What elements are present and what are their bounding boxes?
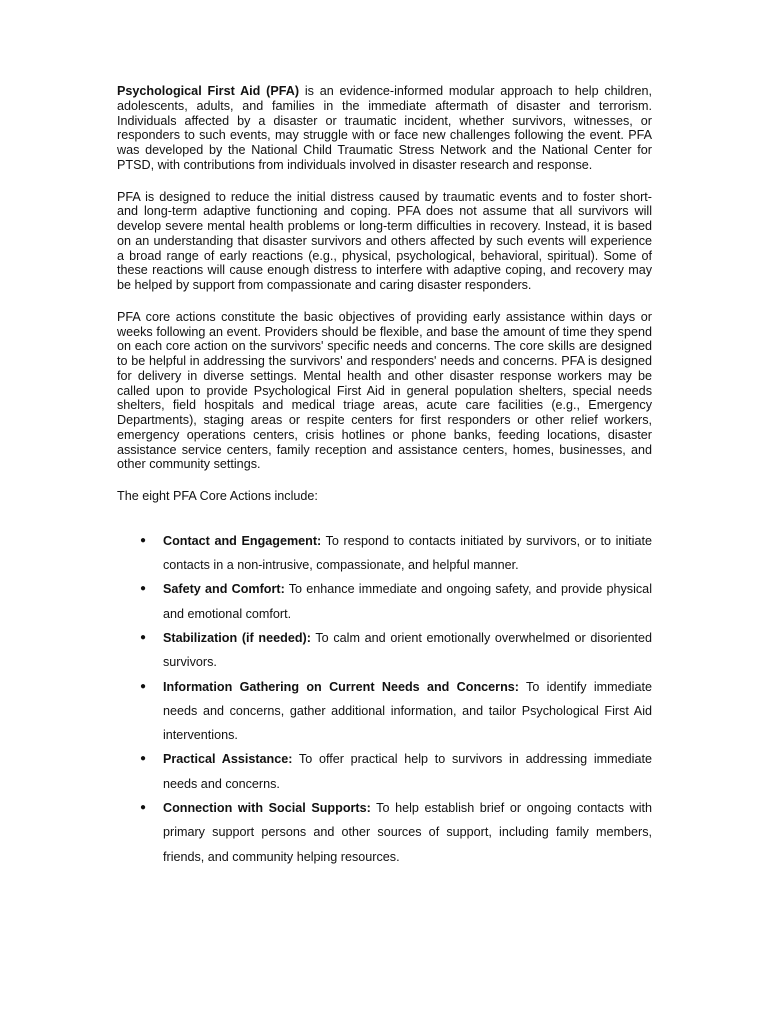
action-term: Safety and Comfort: — [163, 582, 285, 597]
list-item — [117, 747, 652, 796]
action-description: To offer practical help to survivors in addressing immediate needs and concerns. — [163, 752, 652, 791]
action-description: To calm and orient emotionally overwhelmed or disoriented survivors. — [163, 630, 653, 670]
action-term: Connection with Social Supports: — [163, 801, 371, 816]
action-term: Practical Assistance: — [163, 752, 293, 767]
list-item — [117, 577, 652, 626]
action-term: Contact and Engagement: — [163, 533, 322, 548]
action-description: To enhance immediate and ongoing safety, and provide physical and emotional comfort. — [163, 582, 652, 621]
list-item — [117, 529, 652, 578]
action-description: To respond to contacts initiated by survivors, or to initiate contacts in a non-intrusive, compassionate, and helpful manner. — [163, 533, 652, 573]
bullet-icon: ● — [140, 534, 147, 546]
pfa-design-paragraph: PFA is designed to reduce the initial distress caused by traumatic events and to foster short- and long-term adaptive functioning and coping. PFA does not assume that all survivors will develop severe mental health problems or long-term difficulties in recovery. Instead, it is based on an understanding that disaster survivors and others affected by such events will experience a broad range of early reactions (e.g., physical, psychological, behavioral, spiritual). Some of these reactions will cause enough distress to interfere with adaptive coping, and recovery may be helped by support from compassionate and caring disaster responders. — [117, 189, 652, 292]
core-actions-list — [117, 529, 652, 869]
bullet-icon: ● — [140, 680, 147, 692]
bullet-icon: ● — [140, 802, 147, 814]
bullet-icon: ● — [140, 583, 147, 595]
intro-lead-term: Psychological First Aid (PFA) — [117, 84, 300, 98]
action-description: To identify immediate needs and concerns, gather additional information, and tailor Psychological First Aid interventions. — [163, 679, 652, 743]
intro-text: is an evidence-informed modular approach to help children, adolescents, adults, and families in the immediate aftermath of disaster and terrorism. Individuals affected by a disaster or traumatic incident, whether survivors, witnesses, or responders to such events, may struggle with or face new challenges following the event. PFA was developed by the National Child Traumatic Stress Network and the National Center for PTSD, with contributions from individuals involved in disaster research and response. — [117, 84, 652, 172]
intro-paragraph — [117, 84, 652, 173]
action-description: To help establish brief or ongoing contacts with primary support persons and other sources of support, including family members, friends, and community helping resources. — [163, 801, 653, 864]
document-page — [117, 84, 652, 869]
list-item — [117, 796, 652, 869]
core-actions-paragraph: PFA core actions constitute the basic objectives of providing early assistance within days or weeks following an event. Providers should be flexible, and base the amount of time they spend on each core action on the survivors' specific needs and concerns. The core skills are designed to be helpful in addressing the survivors' and responders' needs and concerns. PFA is designed for delivery in diverse settings. Mental health and other disaster response workers may be called upon to provide Psychological First Aid in general population shelters, special needs shelters, field hospitals and medical triage areas, acute care facilities (e.g., Emergency Departments), staging areas or respite centers for first responders or other relief workers, emergency operations centers, crisis hotlines or phone banks, feeding locations, disaster assistance service centers, family reception and assistance centers, homes, businesses, and other community settings. — [117, 309, 652, 472]
bullet-icon: ● — [140, 753, 147, 765]
list-item — [117, 675, 652, 748]
list-item — [117, 626, 652, 675]
action-term: Stabilization (if needed): — [163, 630, 311, 645]
bullet-icon: ● — [140, 631, 147, 643]
action-term: Information Gathering on Current Needs and Concerns: — [163, 679, 519, 694]
list-intro: The eight PFA Core Actions include: — [117, 489, 318, 503]
